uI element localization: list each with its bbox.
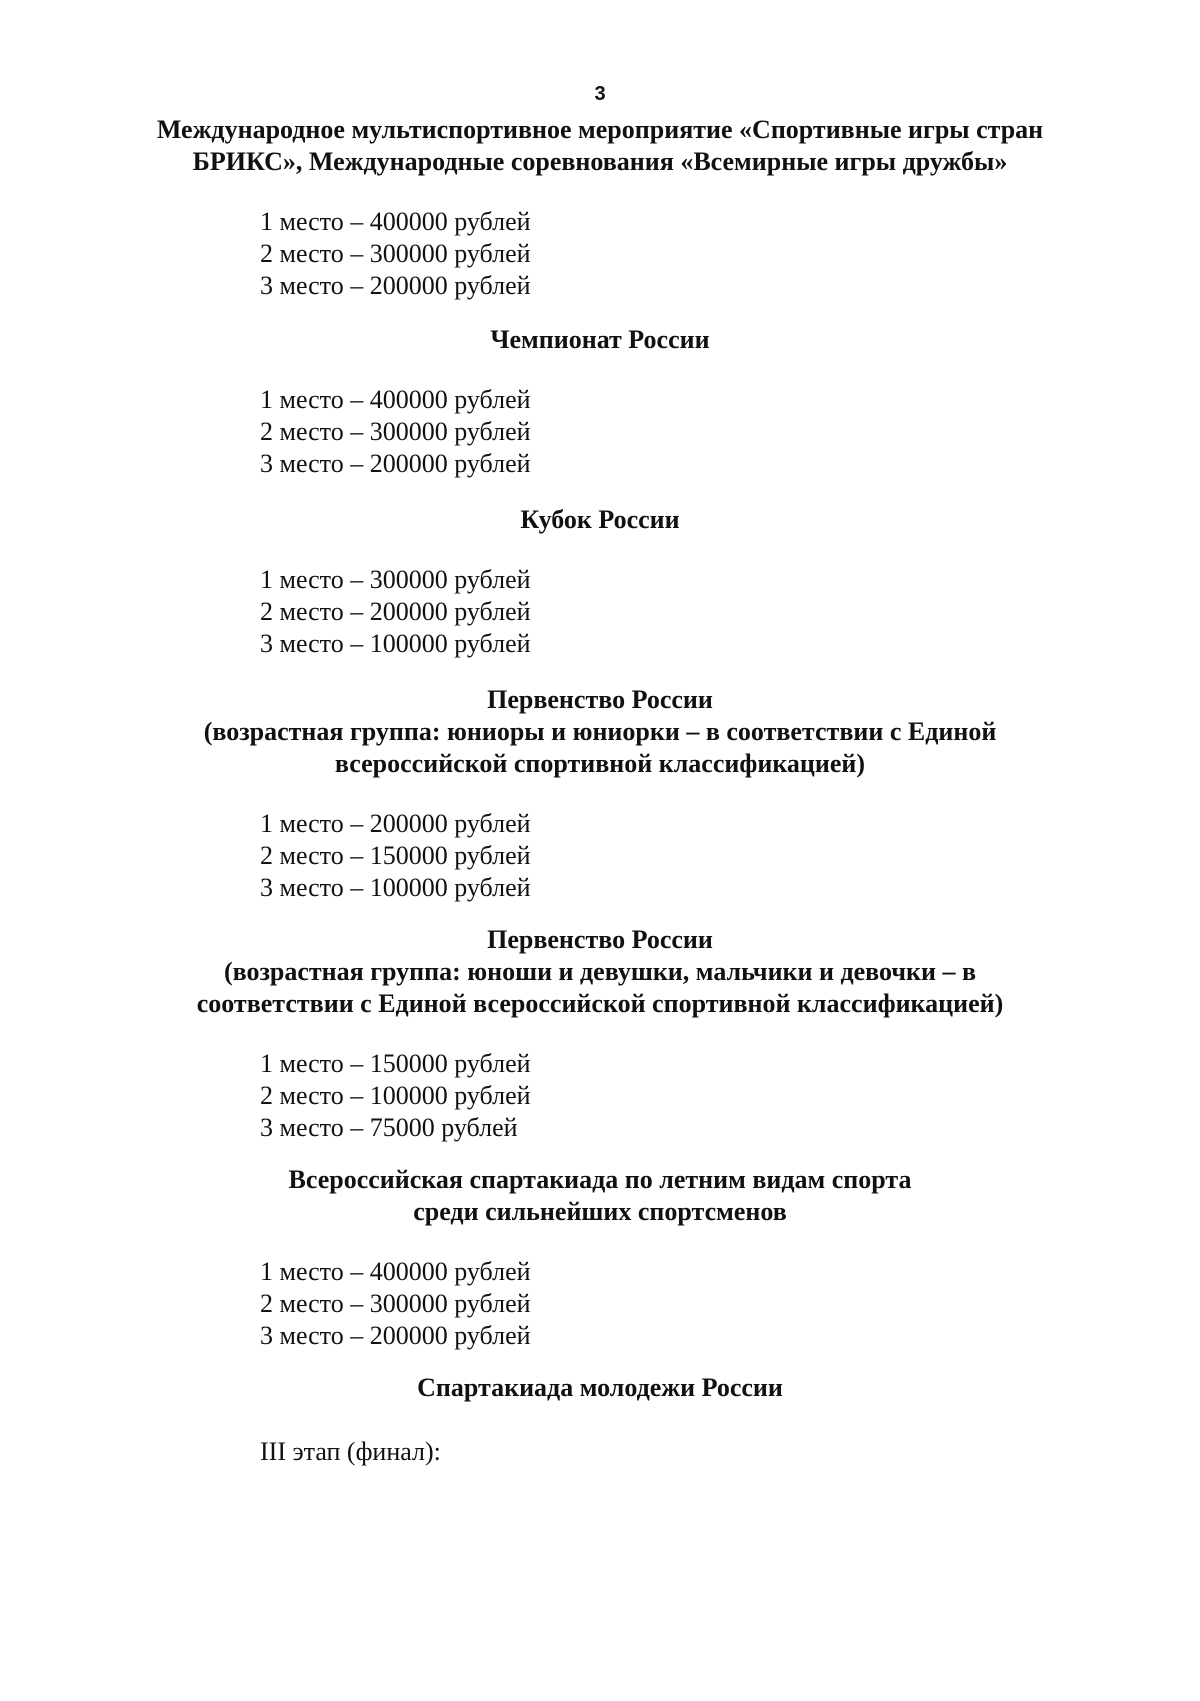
- prize-item: 2 место – 300000 рублей: [260, 417, 531, 446]
- section-championship: [0, 324, 1200, 480]
- prize-list: [0, 384, 1200, 480]
- prize-list: [0, 808, 1200, 904]
- prize-list: [0, 564, 1200, 660]
- prize-item: 3 место – 200000 рублей: [260, 449, 531, 478]
- section-spartakiad-strongest: [0, 1164, 1200, 1352]
- prize-item: 2 место – 300000 рублей: [260, 1289, 531, 1318]
- section-heading: Всероссийская спартакиада по летним видам спорта среди сильнейших спортсменов: [288, 1165, 912, 1226]
- prize-list: [0, 1048, 1200, 1144]
- prize-list: [0, 1256, 1200, 1352]
- prize-item: 2 место – 150000 рублей: [260, 841, 531, 870]
- stage-label: III этап (финал):: [260, 1437, 441, 1466]
- prize-item: 3 место – 100000 рублей: [260, 873, 531, 902]
- page-number: 3: [594, 83, 606, 105]
- prize-item: 1 место – 400000 рублей: [260, 1257, 531, 1286]
- prize-item: 3 место – 100000 рублей: [260, 629, 531, 658]
- section-brics-games: [0, 114, 1200, 302]
- prize-item: 1 место – 300000 рублей: [260, 565, 531, 594]
- prize-item: 1 место – 400000 рублей: [260, 385, 531, 414]
- section-heading: Спартакиада молодежи России: [417, 1373, 783, 1402]
- prize-item: 2 место – 300000 рублей: [260, 239, 531, 268]
- prize-item: 3 место – 200000 рублей: [260, 1321, 531, 1350]
- prize-item: 2 место – 100000 рублей: [260, 1081, 531, 1110]
- section-heading: Кубок России: [520, 505, 680, 534]
- prize-item: 1 место – 200000 рублей: [260, 809, 531, 838]
- prize-item: 1 место – 150000 рублей: [260, 1049, 531, 1078]
- prize-item: 2 место – 200000 рублей: [260, 597, 531, 626]
- section-heading: Чемпионат России: [490, 325, 710, 354]
- section-heading: Международное мультиспортивное мероприятие «Спортивные игры стран БРИКС», Международные соревнования «Всемирные игры дружбы»: [156, 115, 1044, 176]
- section-junior-championship: [0, 684, 1200, 904]
- prize-item: 1 место – 400000 рублей: [260, 207, 531, 236]
- prize-item: 3 место – 200000 рублей: [260, 271, 531, 300]
- section-cup: [0, 504, 1200, 660]
- section-heading: Первенство России (возрастная группа: юниоры и юниорки – в соответствии с Единой всероссийской спортивной классификацией): [203, 685, 997, 778]
- prize-item: 3 место – 75000 рублей: [260, 1113, 518, 1142]
- section-heading: Первенство России (возрастная группа: юноши и девушки, мальчики и девочки – в соответствии с Единой всероссийской спортивной классификацией): [196, 925, 1004, 1018]
- section-youth-spartakiad: [0, 1372, 1200, 1404]
- prize-list: [0, 206, 1200, 302]
- section-youth-championship: [0, 924, 1200, 1144]
